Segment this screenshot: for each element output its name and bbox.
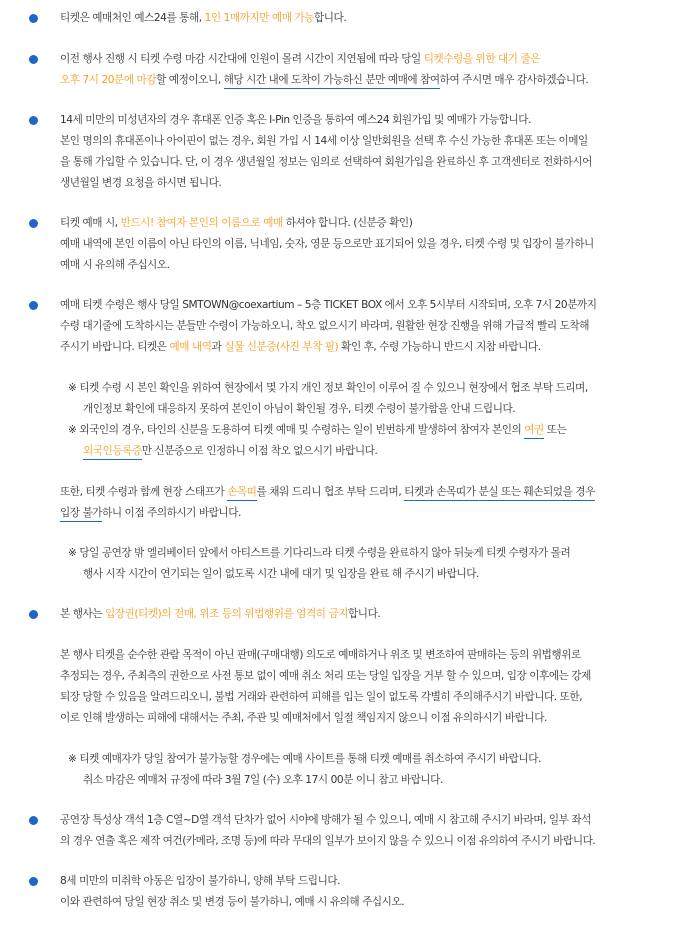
text: 티켓은 예매처인 예스24를 통해, — [60, 12, 205, 24]
text: 를 채워 드리니 협조 부탁 드리며, — [256, 486, 405, 498]
text: 티켓 예매자가 당일 참여가 불가능할 경우에는 예매 사이트를 통해 티켓 예매를 취소하여 주시기 바랍니다. — [79, 753, 541, 765]
highlight-text: 반드시! 참여자 본인의 이름으로 예매 — [120, 217, 283, 229]
text: 또는 — [543, 424, 567, 436]
highlight-text: 입장권(티켓)의 전매, 위조 등의 위법행위를 엄격히 금지 — [104, 608, 349, 620]
text: 하여 주시면 매우 감사하겠습니다. — [439, 74, 589, 86]
bullet-dot-icon — [29, 116, 38, 125]
note-line — [68, 423, 566, 437]
notice-line — [60, 607, 380, 621]
bullet-dot-icon — [29, 877, 38, 886]
bullet-dot-icon — [29, 14, 38, 23]
text: 당일 공연장 밖 엘리베이터 앞에서 아티스트를 기다리느라 티켓 수령을 완료하지 않아 뒤늦게 티켓 수령자가 몰려 — [79, 547, 571, 559]
notice-line — [60, 216, 412, 230]
text: 합니다. — [313, 12, 347, 24]
text: 주시기 바랍니다. 티켓은 — [60, 341, 170, 353]
highlight-underlined-text: 여권 — [524, 424, 544, 439]
highlight-text: 오후 7시 20분에 마감 — [60, 74, 157, 86]
note-line: 행사 시작 시간이 연기되는 일이 없도록 시간 내에 대기 및 입장을 완료 해 주시기 바랍니다. — [83, 568, 479, 580]
notice-line: 을 통해 가입할 수 있습니다. 단, 이 경우 생년월일 정보는 임의로 선택하여 회원가입을 완료하신 후 고객센터로 전화하시어 — [60, 156, 592, 168]
bullet-dot-icon — [29, 219, 38, 228]
notice-line: 8세 미만의 미취학 아동은 입장이 불가하니, 양해 부탁 드립니다. — [60, 875, 341, 887]
notice-line — [60, 340, 541, 354]
note-line: 개인정보 확인에 대응하지 못하여 본인이 아님이 확인될 경우, 티켓 수령이 불가함을 안내 드립니다. — [83, 403, 516, 415]
text: 티켓 수령 시 본인 확인을 위하여 현장에서 몇 가지 개인 정보 확인이 이루어 질 수 있으니 현장에서 협조 부탁 드리며, — [79, 382, 588, 394]
notice-line: 예매 내역에 본인 이름이 아닌 타인의 이름, 닉네임, 숫자, 영문 등으로만 표기되어 있을 경우, 티켓 수령 및 입장이 불가하니 — [60, 238, 594, 250]
note-line — [68, 381, 588, 395]
notice-line: 생년월일 변경 요청을 하시면 됩니다. — [60, 177, 222, 189]
notice-line: 14세 미만의 미성년자의 경우 휴대폰 인증 혹은 I-Pin 인증을 통하여 예스24 회원가입 및 예매가 가능합니다. — [60, 114, 531, 126]
note-line — [68, 546, 570, 560]
highlight-underlined-text: 손목띠 — [227, 486, 256, 501]
text: 과 — [211, 341, 225, 353]
bullet-dot-icon — [29, 816, 38, 825]
bullet-dot-icon — [29, 610, 38, 619]
note-mark-icon: ※ — [68, 753, 77, 765]
bullet-dot-icon — [29, 55, 38, 64]
note-line: 취소 마감은 예매처 규정에 따라 3월 7일 (수) 오후 17시 00분 이니 참고 바랍니다. — [83, 774, 443, 786]
text: 할 예정이오니, — [156, 74, 224, 86]
text: 외국인의 경우, 타인의 신분을 도용하여 티켓 예매 및 수령하는 일이 빈번하게 발생하여 참여자 본인의 — [79, 424, 525, 436]
text: 만 신분증으로 인정하니 이점 착오 없으시기 바랍니다. — [141, 445, 378, 457]
text: 합니다. — [348, 608, 381, 620]
notice-line: 의 경우 연출 혹은 제작 여건(카메라, 조명 등)에 따라 무대의 일부가 보이지 않을 수 있으니 이점 유의하여 주시기 바랍니다. — [60, 835, 596, 847]
notice-line: 이와 관련하여 당일 현장 취소 및 변경 등이 불가하니, 예매 시 유의해 주십시오. — [60, 896, 405, 908]
notice-line — [60, 506, 241, 520]
notice-line: 이로 인해 발생하는 피해에 대해서는 주최, 주관 및 예매처에서 일절 책임지지 않으니 이점 유의하시기 바랍니다. — [60, 712, 547, 724]
highlight-text: 티켓수령을 위한 대기 줄은 — [423, 53, 541, 65]
text: 또한, 티켓 수령과 함께 현장 스태프가 — [60, 486, 228, 498]
text: 티켓 예매 시, — [60, 217, 121, 229]
notice-line — [60, 73, 588, 87]
underlined-text: 티켓과 손목띠가 분실 또는 훼손되었을 경우 — [404, 486, 595, 501]
note-mark-icon: ※ — [68, 424, 77, 436]
notice-line — [60, 11, 346, 25]
notice-line: 예매 시 유의해 주십시오. — [60, 259, 170, 271]
notice-line: 공연장 특성상 객석 1층 C열~D열 객석 단차가 없어 시야에 방해가 될 수 있으니, 예매 시 참고해 주시기 바라며, 일부 좌석 — [60, 814, 591, 826]
text: 하셔야 합니다. (신분증 확인) — [282, 217, 413, 229]
notice-line — [60, 52, 540, 66]
highlight-text: 1인 1매까지만 예매 가능 — [204, 12, 314, 24]
underlined-text: 입장 불가 — [60, 507, 102, 522]
note-line — [83, 444, 377, 458]
notice-line: 본 행사 티켓을 순수한 관람 목적이 아닌 판매(구매대행) 의도로 예매하거나 위조 및 변조하여 판매하는 등의 위법행위로 — [60, 649, 581, 661]
text: 확인 후, 수령 가능하니 반드시 지참 바랍니다. — [338, 341, 541, 353]
highlight-text: 실물 신분증(사진 부착 필) — [224, 341, 339, 353]
notice-line: 추정되는 경우, 주최측의 권한으로 사전 통보 없이 예매 취소 처리 또는 당일 입장을 거부 할 수 있으며, 입장 이후에는 강제 — [60, 670, 591, 682]
note-mark-icon: ※ — [68, 382, 77, 394]
text: 본 행사는 — [60, 608, 105, 620]
notice-line — [60, 485, 595, 499]
notice-line: 퇴장 당할 수 있음을 알려드리오니, 불법 거래와 관련하여 피해를 입는 일이 없도록 각별히 주의해주시기 바랍니다. 또한, — [60, 691, 583, 703]
note-mark-icon: ※ — [68, 547, 77, 559]
notice-line: 수령 대기줄에 도착하시는 분들만 수령이 가능하오니, 착오 없으시기 바라며, 원활한 현장 진행을 위해 가급적 빨리 도착해 — [60, 320, 589, 332]
text: 하니 이점 주의하시기 바랍니다. — [102, 507, 241, 519]
underlined-text: 해당 시간 내에 도착이 가능하신 분만 예매에 참여 — [224, 74, 440, 89]
highlight-text: 예매 내역 — [169, 341, 212, 353]
text: 이전 행사 진행 시 티켓 수령 마감 시간대에 인원이 몰려 시간이 지연됨에 따라 당일 — [60, 53, 424, 65]
highlight-underlined-text: 외국인등록증 — [83, 445, 142, 460]
notice-line: 본인 명의의 휴대폰이나 아이핀이 없는 경우, 회원 가입 시 14세 이상 일반회원을 선택 후 수신 가능한 휴대폰 또는 이메일 — [60, 135, 588, 147]
notice-line: 예매 티켓 수령은 행사 당일 SMTOWN@coexartium – 5층 TICKET BOX 에서 오후 5시부터 시작되며, 오후 7시 20분까지 — [60, 299, 597, 311]
bullet-dot-icon — [29, 301, 38, 310]
note-line — [68, 752, 541, 766]
